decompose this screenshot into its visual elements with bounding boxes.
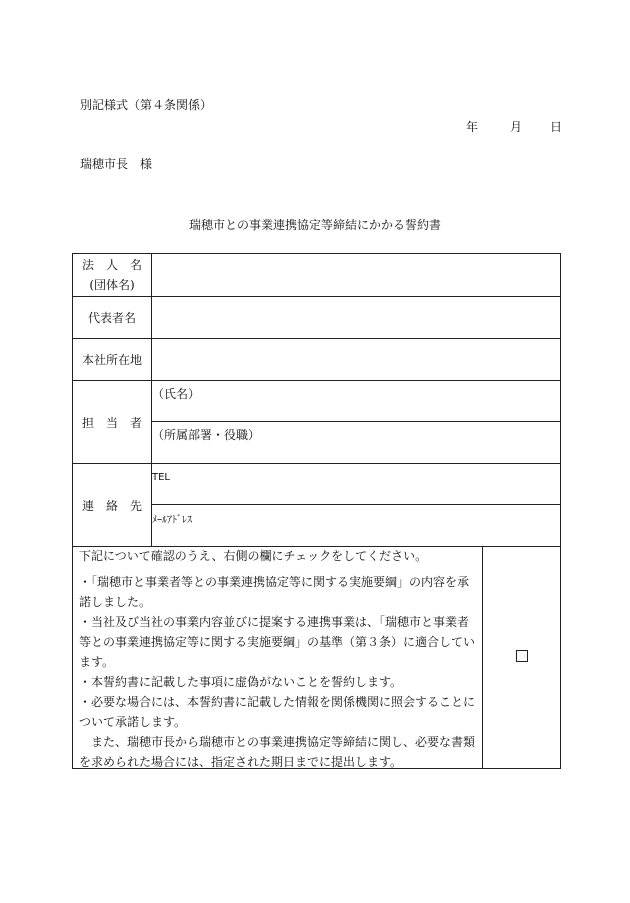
person-dept-sublabel: （所属部署・役職） xyxy=(152,428,261,442)
corp-name-field[interactable] xyxy=(152,254,561,297)
notice-box xyxy=(72,546,561,769)
day-label: 日 xyxy=(550,120,563,134)
notice-intro: 下記について確認のうえ、右側の欄にチェックをしてください。 xyxy=(79,549,428,563)
pledge-table xyxy=(72,253,561,547)
confirm-checkbox[interactable] xyxy=(516,650,528,662)
addressee: 瑞穂市長 様 xyxy=(80,157,153,171)
notice-item-3: ・本誓約書に記載した事項に虚偽がないことを誓約します。 xyxy=(79,675,403,689)
hq-address-field[interactable] xyxy=(152,339,561,381)
notice-item-2: ・当社及び当社の事業内容並びに提案する連携事業は、「瑞穂市と事業者等との事業連携協定等に関する実施要綱」の基準（第３条）に適合しています。 xyxy=(79,615,476,669)
corp-name-label-line1: 法 人 名 xyxy=(81,258,142,272)
corp-name-label-line2: (団体名) xyxy=(89,278,135,292)
representative-field[interactable] xyxy=(152,297,561,339)
tel-field[interactable] xyxy=(152,464,561,505)
notice-item-5: また、瑞穂市長から瑞穂市との事業連携協定等締結に関し、必要な書類を求められた場合には、指定された期日までに提出します。 xyxy=(79,735,476,769)
person-dept-field[interactable] xyxy=(152,422,561,464)
document-title: 瑞穂市との事業連携協定等締結にかかる誓約書 xyxy=(188,218,441,232)
notice-item-1: ・「瑞穂市と事業者等との事業連携協定等に関する実施要綱」の内容を承諾しました。 xyxy=(79,575,470,609)
tel-sublabel: TEL xyxy=(152,472,170,483)
person-name-sublabel: （氏名） xyxy=(152,387,201,401)
date-line xyxy=(466,118,562,135)
form-style-label: 別記様式（第４条関係） xyxy=(80,98,213,112)
corp-name-label xyxy=(73,254,152,297)
year-label: 年 xyxy=(466,120,479,134)
month-label: 月 xyxy=(510,120,523,134)
representative-label: 代表者名 xyxy=(73,297,152,339)
email-sublabel: ﾒｰﾙｱﾄﾞﾚｽ xyxy=(152,515,192,526)
person-name-field[interactable] xyxy=(152,381,561,422)
hq-address-label: 本社所在地 xyxy=(73,339,152,381)
notice-item-4: ・必要な場合には、本誓約書に記載した情報を関係機関に照会することについて承諾します。 xyxy=(79,695,476,729)
contact-label: 連 絡 先 xyxy=(73,464,152,547)
email-field[interactable] xyxy=(152,505,561,547)
person-label: 担 当 者 xyxy=(73,381,152,464)
notice-text xyxy=(79,546,479,772)
notice-divider xyxy=(482,546,483,768)
